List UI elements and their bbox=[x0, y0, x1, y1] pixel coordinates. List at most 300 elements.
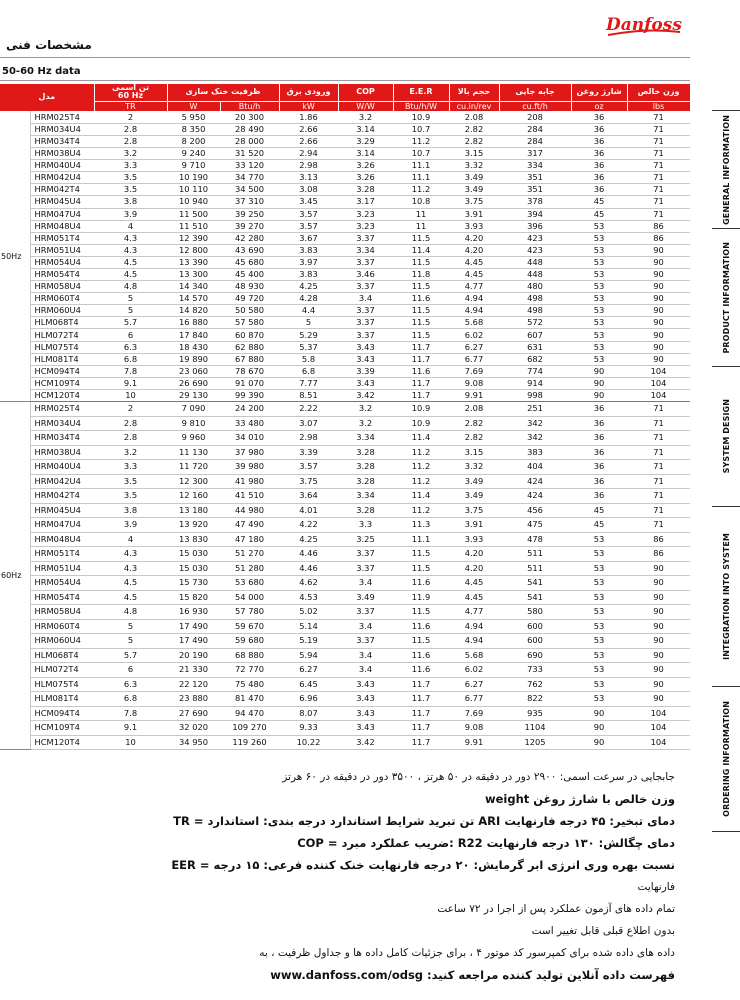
value-cell: 94 470 bbox=[220, 706, 279, 721]
value-cell: 71 bbox=[627, 135, 690, 147]
value-cell: 53 bbox=[571, 244, 627, 256]
value-cell: 43 690 bbox=[220, 244, 279, 256]
value-cell: 104 bbox=[627, 389, 690, 401]
value-cell: 4.77 bbox=[449, 281, 499, 293]
table-row bbox=[0, 244, 690, 256]
value-cell: 39 250 bbox=[220, 208, 279, 220]
value-cell: 3.2 bbox=[338, 416, 393, 431]
value-cell: 59 670 bbox=[220, 619, 279, 634]
table-row bbox=[0, 377, 690, 389]
value-cell: 11.6 bbox=[393, 619, 449, 634]
value-cell: 44 980 bbox=[220, 503, 279, 518]
value-cell: 90 bbox=[571, 377, 627, 389]
value-cell: 3.91 bbox=[449, 208, 499, 220]
value-cell: 3.34 bbox=[338, 431, 393, 446]
value-cell: 2.08 bbox=[449, 402, 499, 417]
value-cell: 57 780 bbox=[220, 605, 279, 620]
table-row bbox=[0, 619, 690, 634]
header-eer: E.E.R bbox=[393, 84, 449, 101]
value-cell: 12 300 bbox=[167, 474, 220, 489]
value-cell: 53 bbox=[571, 576, 627, 591]
value-cell: 2.22 bbox=[279, 402, 338, 417]
value-cell: 11.5 bbox=[393, 561, 449, 576]
value-cell: 36 bbox=[571, 148, 627, 160]
value-cell: 41 510 bbox=[220, 489, 279, 504]
value-cell: 3.28 bbox=[338, 503, 393, 518]
value-cell: 90 bbox=[571, 389, 627, 401]
value-cell: 4.62 bbox=[279, 576, 338, 591]
model-cell: HRM051U4 bbox=[30, 561, 94, 576]
value-cell: 3.14 bbox=[338, 148, 393, 160]
value-cell: 11.4 bbox=[393, 489, 449, 504]
value-cell: 448 bbox=[499, 269, 571, 281]
tab-general-information[interactable]: GENERAL INFORMATION bbox=[712, 110, 740, 228]
value-cell: 3.37 bbox=[338, 232, 393, 244]
value-cell: 3.4 bbox=[338, 663, 393, 678]
value-cell: 3.83 bbox=[279, 269, 338, 281]
value-cell: 3.75 bbox=[449, 196, 499, 208]
value-cell: 36 bbox=[571, 474, 627, 489]
value-cell: 53 bbox=[571, 619, 627, 634]
value-cell: 6.3 bbox=[94, 677, 167, 692]
table-row bbox=[0, 269, 690, 281]
value-cell: 2.8 bbox=[94, 123, 167, 135]
value-cell: 90 bbox=[627, 256, 690, 268]
model-cell: HCM109T4 bbox=[30, 721, 94, 736]
value-cell: 3.9 bbox=[94, 208, 167, 220]
value-cell: 11.2 bbox=[393, 474, 449, 489]
value-cell: 53 bbox=[571, 677, 627, 692]
value-cell: 2.8 bbox=[94, 431, 167, 446]
value-cell: 5.94 bbox=[279, 648, 338, 663]
value-cell: 3.57 bbox=[279, 460, 338, 475]
value-cell: 90 bbox=[627, 663, 690, 678]
frequency-label: 60Hz bbox=[0, 402, 30, 750]
table-row bbox=[0, 460, 690, 475]
value-cell: 4.20 bbox=[449, 561, 499, 576]
value-cell: 11.6 bbox=[393, 648, 449, 663]
value-cell: 394 bbox=[499, 208, 571, 220]
value-cell: 11.9 bbox=[393, 590, 449, 605]
tab-ordering-information[interactable]: ORDERING INFORMATION bbox=[712, 686, 740, 832]
note-test: تمام داده های آزمون عملکرد پس از اجرا در ۷۲ ساعت bbox=[437, 903, 675, 915]
value-cell: 6 bbox=[94, 663, 167, 678]
table-row bbox=[0, 590, 690, 605]
model-cell: HRM042T4 bbox=[30, 184, 94, 196]
value-cell: 11 bbox=[393, 208, 449, 220]
value-cell: 4.77 bbox=[449, 605, 499, 620]
value-cell: 3.3 bbox=[94, 460, 167, 475]
value-cell: 11.2 bbox=[393, 445, 449, 460]
value-cell: 631 bbox=[499, 341, 571, 353]
value-cell: 53 bbox=[571, 634, 627, 649]
table-row bbox=[0, 256, 690, 268]
model-cell: HCM094T4 bbox=[30, 706, 94, 721]
model-cell: HRM047U4 bbox=[30, 208, 94, 220]
footnotes bbox=[150, 768, 675, 988]
value-cell: 53 680 bbox=[220, 576, 279, 591]
value-cell: 5 950 bbox=[167, 111, 220, 123]
table-row bbox=[0, 402, 690, 417]
value-cell: 7.77 bbox=[279, 377, 338, 389]
value-cell: 3.64 bbox=[279, 489, 338, 504]
value-cell: 45 bbox=[571, 208, 627, 220]
value-cell: 45 bbox=[571, 196, 627, 208]
value-cell: 1205 bbox=[499, 735, 571, 750]
value-cell: 90 bbox=[627, 590, 690, 605]
value-cell: 6.27 bbox=[449, 677, 499, 692]
table-row bbox=[0, 172, 690, 184]
value-cell: 11.6 bbox=[393, 293, 449, 305]
value-cell: 4.25 bbox=[279, 281, 338, 293]
table-row bbox=[0, 663, 690, 678]
value-cell: 11.5 bbox=[393, 317, 449, 329]
unit-cell: cu.in/rev bbox=[449, 101, 499, 111]
value-cell: 60 870 bbox=[220, 329, 279, 341]
value-cell: 10 110 bbox=[167, 184, 220, 196]
table-row bbox=[0, 445, 690, 460]
value-cell: 20 190 bbox=[167, 648, 220, 663]
value-cell: 86 bbox=[627, 220, 690, 232]
value-cell: 6.45 bbox=[279, 677, 338, 692]
value-cell: 3.49 bbox=[449, 184, 499, 196]
value-cell: 36 bbox=[571, 402, 627, 417]
value-cell: 90 bbox=[627, 648, 690, 663]
value-cell: 3.37 bbox=[338, 305, 393, 317]
value-cell: 4.20 bbox=[449, 547, 499, 562]
value-cell: 47 490 bbox=[220, 518, 279, 533]
value-cell: 90 bbox=[627, 353, 690, 365]
value-cell: 7.8 bbox=[94, 365, 167, 377]
value-cell: 10.8 bbox=[393, 196, 449, 208]
model-cell: HLM075T4 bbox=[30, 677, 94, 692]
model-cell: HRM058U4 bbox=[30, 605, 94, 620]
model-cell: HCM109T4 bbox=[30, 377, 94, 389]
value-cell: 10.9 bbox=[393, 416, 449, 431]
value-cell: 1.86 bbox=[279, 111, 338, 123]
value-cell: 28 490 bbox=[220, 123, 279, 135]
value-cell: 3.49 bbox=[449, 474, 499, 489]
value-cell: 17 840 bbox=[167, 329, 220, 341]
value-cell: 5.14 bbox=[279, 619, 338, 634]
value-cell: 34 010 bbox=[220, 431, 279, 446]
value-cell: 71 bbox=[627, 460, 690, 475]
value-cell: 15 030 bbox=[167, 561, 220, 576]
table-row bbox=[0, 532, 690, 547]
model-cell: HRM060T4 bbox=[30, 293, 94, 305]
value-cell: 4.28 bbox=[279, 293, 338, 305]
value-cell: 90 bbox=[627, 293, 690, 305]
table-row bbox=[0, 232, 690, 244]
value-cell: 5 bbox=[94, 305, 167, 317]
value-cell: 3.8 bbox=[94, 196, 167, 208]
value-cell: 9.91 bbox=[449, 735, 499, 750]
value-cell: 11.7 bbox=[393, 706, 449, 721]
value-cell: 998 bbox=[499, 389, 571, 401]
value-cell: 27 690 bbox=[167, 706, 220, 721]
model-cell: HRM042U4 bbox=[30, 474, 94, 489]
value-cell: 104 bbox=[627, 721, 690, 736]
value-cell: 4.20 bbox=[449, 232, 499, 244]
value-cell: 33 120 bbox=[220, 160, 279, 172]
value-cell: 3.4 bbox=[338, 619, 393, 634]
value-cell: 5.68 bbox=[449, 648, 499, 663]
table-row bbox=[0, 489, 690, 504]
value-cell: 11.1 bbox=[393, 532, 449, 547]
table-row bbox=[0, 329, 690, 341]
value-cell: 119 260 bbox=[220, 735, 279, 750]
value-cell: 90 bbox=[571, 706, 627, 721]
value-cell: 4.45 bbox=[449, 269, 499, 281]
value-cell: 6.27 bbox=[449, 341, 499, 353]
value-cell: 34 950 bbox=[167, 735, 220, 750]
value-cell: 4.3 bbox=[94, 547, 167, 562]
value-cell: 10.22 bbox=[279, 735, 338, 750]
value-cell: 49 720 bbox=[220, 293, 279, 305]
divider bbox=[0, 57, 690, 58]
value-cell: 90 bbox=[627, 605, 690, 620]
value-cell: 498 bbox=[499, 305, 571, 317]
model-cell: HRM045U4 bbox=[30, 503, 94, 518]
value-cell: 4.01 bbox=[279, 503, 338, 518]
value-cell: 104 bbox=[627, 377, 690, 389]
value-cell: 62 880 bbox=[220, 341, 279, 353]
table-header bbox=[0, 84, 690, 111]
value-cell: 3.2 bbox=[94, 148, 167, 160]
value-cell: 3.13 bbox=[279, 172, 338, 184]
value-cell: 53 bbox=[571, 590, 627, 605]
value-cell: 3.43 bbox=[338, 677, 393, 692]
value-cell: 10.7 bbox=[393, 123, 449, 135]
model-cell: HRM054U4 bbox=[30, 576, 94, 591]
model-cell: HRM051T4 bbox=[30, 232, 94, 244]
value-cell: 6.77 bbox=[449, 353, 499, 365]
value-cell: 14 820 bbox=[167, 305, 220, 317]
value-cell: 3.57 bbox=[279, 208, 338, 220]
value-cell: 2.98 bbox=[279, 160, 338, 172]
value-cell: 351 bbox=[499, 172, 571, 184]
value-cell: 45 bbox=[571, 503, 627, 518]
unit-cell: lbs bbox=[627, 101, 690, 111]
value-cell: 342 bbox=[499, 416, 571, 431]
value-cell: 53 bbox=[571, 532, 627, 547]
value-cell: 3.43 bbox=[338, 692, 393, 707]
value-cell: 3.08 bbox=[279, 184, 338, 196]
header-capacity: ظرفیت خنک سازی bbox=[167, 84, 279, 101]
value-cell: 78 670 bbox=[220, 365, 279, 377]
value-cell: 53 bbox=[571, 293, 627, 305]
value-cell: 53 bbox=[571, 317, 627, 329]
value-cell: 11.7 bbox=[393, 735, 449, 750]
side-tabs bbox=[712, 110, 740, 832]
value-cell: 11.4 bbox=[393, 244, 449, 256]
value-cell: 9 960 bbox=[167, 431, 220, 446]
value-cell: 3.5 bbox=[94, 172, 167, 184]
value-cell: 86 bbox=[627, 232, 690, 244]
header-weight: وزن خالص bbox=[627, 84, 690, 101]
value-cell: 3.37 bbox=[338, 329, 393, 341]
value-cell: 3.28 bbox=[338, 184, 393, 196]
model-cell: HLM081T4 bbox=[30, 692, 94, 707]
value-cell: 11 720 bbox=[167, 460, 220, 475]
value-cell: 42 280 bbox=[220, 232, 279, 244]
value-cell: 11.5 bbox=[393, 305, 449, 317]
value-cell: 51 280 bbox=[220, 561, 279, 576]
model-cell: HCM094T4 bbox=[30, 365, 94, 377]
value-cell: 4.94 bbox=[449, 634, 499, 649]
value-cell: 5 bbox=[94, 293, 167, 305]
table-row bbox=[0, 605, 690, 620]
value-cell: 3.39 bbox=[279, 445, 338, 460]
model-cell: HRM025T4 bbox=[30, 111, 94, 123]
value-cell: 53 bbox=[571, 256, 627, 268]
value-cell: 3.32 bbox=[449, 160, 499, 172]
value-cell: 57 580 bbox=[220, 317, 279, 329]
table-row bbox=[0, 735, 690, 750]
table-row bbox=[0, 692, 690, 707]
value-cell: 90 bbox=[627, 329, 690, 341]
value-cell: 478 bbox=[499, 532, 571, 547]
value-cell: 3.34 bbox=[338, 489, 393, 504]
value-cell: 86 bbox=[627, 547, 690, 562]
value-cell: 50 580 bbox=[220, 305, 279, 317]
value-cell: 90 bbox=[627, 281, 690, 293]
value-cell: 378 bbox=[499, 196, 571, 208]
unit-cell: Btu/h bbox=[220, 101, 279, 111]
value-cell: 36 bbox=[571, 160, 627, 172]
value-cell: 3.37 bbox=[338, 256, 393, 268]
value-cell: 2 bbox=[94, 402, 167, 417]
value-cell: 14 570 bbox=[167, 293, 220, 305]
value-cell: 541 bbox=[499, 576, 571, 591]
value-cell: 8 200 bbox=[167, 135, 220, 147]
tab-system-design[interactable]: SYSTEM DESIGN bbox=[712, 366, 740, 506]
value-cell: 3.5 bbox=[94, 184, 167, 196]
value-cell: 11.5 bbox=[393, 329, 449, 341]
value-cell: 53 bbox=[571, 341, 627, 353]
value-cell: 4.5 bbox=[94, 576, 167, 591]
table-row bbox=[0, 706, 690, 721]
value-cell: 3.15 bbox=[449, 148, 499, 160]
value-cell: 4.45 bbox=[449, 256, 499, 268]
value-cell: 3.57 bbox=[279, 220, 338, 232]
value-cell: 7.8 bbox=[94, 706, 167, 721]
value-cell: 20 300 bbox=[220, 111, 279, 123]
note-tr: TR = تن تبرید شرایط استاندارد درجه بندی: استاندارد ARI دمای تبخیر: ۴۵ درجه فارنهایت bbox=[173, 814, 675, 828]
value-cell: 284 bbox=[499, 123, 571, 135]
unit-cell: cu.ft/h bbox=[499, 101, 571, 111]
value-cell: 2 bbox=[94, 111, 167, 123]
model-cell: HRM047U4 bbox=[30, 518, 94, 533]
value-cell: 3.23 bbox=[338, 220, 393, 232]
table-row bbox=[0, 416, 690, 431]
unit-cell: oz bbox=[571, 101, 627, 111]
value-cell: 32 020 bbox=[167, 721, 220, 736]
value-cell: 13 390 bbox=[167, 256, 220, 268]
value-cell: 23 060 bbox=[167, 365, 220, 377]
value-cell: 12 160 bbox=[167, 489, 220, 504]
value-cell: 86 bbox=[627, 532, 690, 547]
value-cell: 733 bbox=[499, 663, 571, 678]
value-cell: 2.66 bbox=[279, 135, 338, 147]
value-cell: 607 bbox=[499, 329, 571, 341]
value-cell: 53 bbox=[571, 663, 627, 678]
value-cell: 90 bbox=[571, 721, 627, 736]
value-cell: 4.22 bbox=[279, 518, 338, 533]
value-cell: 2.82 bbox=[449, 416, 499, 431]
note-eer: EER = نسبت بهره وری انرژی ابر گرمایش: ۲۰ درجه فارنهایت خنک کننده فرعی: ۱۵ درجه bbox=[171, 858, 675, 872]
value-cell: 3.45 bbox=[279, 196, 338, 208]
tab-integration-into-system[interactable]: INTEGRATION INTO SYSTEM bbox=[712, 506, 740, 686]
divider bbox=[0, 80, 690, 81]
table-row bbox=[0, 317, 690, 329]
value-cell: 91 070 bbox=[220, 377, 279, 389]
value-cell: 4.94 bbox=[449, 293, 499, 305]
value-cell: 2.82 bbox=[449, 431, 499, 446]
value-cell: 3.4 bbox=[338, 293, 393, 305]
value-cell: 71 bbox=[627, 402, 690, 417]
value-cell: 39 270 bbox=[220, 220, 279, 232]
value-cell: 3.97 bbox=[279, 256, 338, 268]
table-row bbox=[0, 547, 690, 562]
value-cell: 37 310 bbox=[220, 196, 279, 208]
value-cell: 11.6 bbox=[393, 663, 449, 678]
value-cell: 41 980 bbox=[220, 474, 279, 489]
value-cell: 71 bbox=[627, 196, 690, 208]
value-cell: 2.8 bbox=[94, 135, 167, 147]
value-cell: 3.15 bbox=[449, 445, 499, 460]
model-cell: HRM060U4 bbox=[30, 634, 94, 649]
value-cell: 23 880 bbox=[167, 692, 220, 707]
value-cell: 9 710 bbox=[167, 160, 220, 172]
value-cell: 3.2 bbox=[338, 402, 393, 417]
value-cell: 3.17 bbox=[338, 196, 393, 208]
note-eer-cont: فارنهایت bbox=[637, 881, 675, 893]
value-cell: 71 bbox=[627, 518, 690, 533]
value-cell: 9.08 bbox=[449, 377, 499, 389]
table-row bbox=[0, 353, 690, 365]
value-cell: 11 130 bbox=[167, 445, 220, 460]
model-cell: HRM025T4 bbox=[30, 402, 94, 417]
value-cell: 90 bbox=[627, 269, 690, 281]
value-cell: 4.5 bbox=[94, 256, 167, 268]
note-motor: داده های داده شده برای کمپرسور کد موتور ۴ ، برای جزئیات کامل داده ها و جداول ظرفیت ، به bbox=[259, 947, 675, 959]
value-cell: 6.02 bbox=[449, 329, 499, 341]
model-cell: HRM060T4 bbox=[30, 619, 94, 634]
value-cell: 36 bbox=[571, 460, 627, 475]
tab-product-information[interactable]: PRODUCT INFORMATION bbox=[712, 228, 740, 366]
value-cell: 3.28 bbox=[338, 460, 393, 475]
value-cell: 33 480 bbox=[220, 416, 279, 431]
value-cell: 4 bbox=[94, 220, 167, 232]
value-cell: 11.5 bbox=[393, 232, 449, 244]
value-cell: 90 bbox=[627, 341, 690, 353]
value-cell: 914 bbox=[499, 377, 571, 389]
value-cell: 6.27 bbox=[279, 663, 338, 678]
danfoss-logo bbox=[604, 8, 684, 42]
value-cell: 36 bbox=[571, 111, 627, 123]
value-cell: 39 980 bbox=[220, 460, 279, 475]
value-cell: 109 270 bbox=[220, 721, 279, 736]
value-cell: 90 bbox=[627, 244, 690, 256]
value-cell: 511 bbox=[499, 561, 571, 576]
value-cell: 3.26 bbox=[338, 160, 393, 172]
value-cell: 4.3 bbox=[94, 232, 167, 244]
value-cell: 3.49 bbox=[449, 172, 499, 184]
model-cell: HLM075T4 bbox=[30, 341, 94, 353]
value-cell: 9 810 bbox=[167, 416, 220, 431]
value-cell: 16 880 bbox=[167, 317, 220, 329]
